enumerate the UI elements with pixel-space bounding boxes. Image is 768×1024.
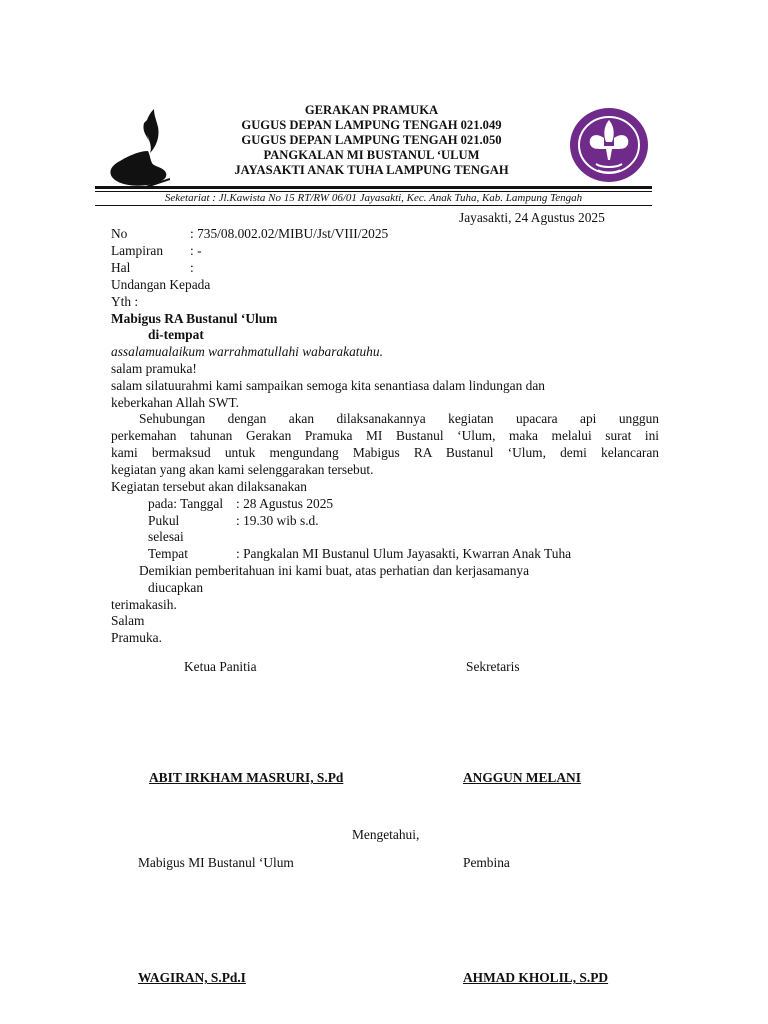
para1-line1: salam silatuurahmi kami sampaikan semoga kita senantiasa dalam lindungan dan: [111, 378, 545, 393]
no-label: No: [111, 226, 128, 241]
para2-line1: Sehubungan dengan akan dilaksanakannya kegiatan upacara api unggun: [139, 411, 659, 426]
yth: Yth :: [111, 294, 139, 309]
kegiatan-intro: Kegiatan tersebut akan dilaksanakan: [111, 479, 307, 494]
letterhead-address: Seketariat : Jl.Kawista No 15 RT/RW 06/01 Jayasakti, Kec. Anak Tuha, Kab. Lampung Tengah: [164, 192, 583, 204]
hal-label: Hal: [111, 260, 131, 275]
recipient: Mabigus RA Bustanul ‘Ulum: [111, 311, 278, 326]
closing-line2: diucapkan: [148, 580, 204, 595]
sekretaris-name: ANGGUN MELANI: [463, 770, 581, 785]
address-rule: [95, 205, 652, 206]
tempat-label: Tempat: [148, 546, 188, 561]
selesai: selesai: [148, 529, 184, 544]
letterhead-line-2: GUGUS DEPAN LAMPUNG TENGAH 021.049: [241, 118, 502, 132]
para2-line3: kami bermaksud untuk mengundang Mabigus RA Bustanul ‘Ulum, demi kelancaran: [111, 445, 659, 460]
pukul-label: Pukul: [148, 513, 180, 528]
wosm-fleur-de-lis-emblem: [568, 106, 650, 184]
closing-line1: Demikian pemberitahuan ini kami buat, atas perhatian dan kerjasamanya: [139, 563, 530, 578]
letter-date: Jayasakti, 24 Agustus 2025: [459, 210, 605, 225]
closing-line3: terimakasih.: [111, 597, 177, 612]
closing-line5: Pramuka.: [111, 630, 162, 645]
ketua-title: Ketua Panitia: [184, 659, 257, 674]
mabigus-title: Mabigus MI Bustanul ‘Ulum: [138, 855, 294, 870]
lampiran-label: Lampiran: [111, 243, 164, 258]
mabigus-name: WAGIRAN, S.Pd.I: [138, 970, 246, 985]
mengetahui: Mengetahui,: [352, 827, 420, 842]
letterhead-rule-thick: [95, 186, 652, 189]
di-tempat: di-tempat: [148, 327, 204, 342]
pembina-name: AHMAD KHOLIL, S.PD: [463, 970, 609, 985]
tunas-kelapa-icon: [106, 107, 170, 187]
no-value: : 735/08.002.02/MIBU/Jst/VIII/2025: [190, 226, 389, 241]
lampiran-value: : -: [190, 243, 202, 258]
greeting: assalamualaikum warrahmatullahi wabarakatuhu.: [111, 344, 383, 359]
para2-line2: perkemahan tahunan Gerakan Pramuka MI Bustanul ‘Ulum, maka melalui surat ini: [111, 428, 659, 443]
pukul-value: : 19.30 wib s.d.: [236, 513, 319, 528]
para1-line2: keberkahan Allah SWT.: [111, 395, 240, 410]
closing-line4: Salam: [111, 613, 145, 628]
para2-line4: kegiatan yang akan kami selenggarakan tersebut.: [111, 462, 374, 477]
letterhead-line-1: GERAKAN PRAMUKA: [304, 103, 439, 117]
tempat-value: : Pangkalan MI Bustanul Ulum Jayasakti, Kwarran Anak Tuha: [236, 546, 572, 561]
letterhead-line-4: PANGKALAN MI BUSTANUL ‘ULUM: [263, 148, 480, 162]
ketua-name: ABIT IRKHAM MASRURI, S.Pd: [149, 770, 344, 785]
letterhead-line-5: JAYASAKTI ANAK TUHA LAMPUNG TENGAH: [234, 163, 509, 177]
tanggal-label: pada: Tanggal: [148, 496, 224, 511]
letterhead-line-3: GUGUS DEPAN LAMPUNG TENGAH 021.050: [241, 133, 502, 147]
hal-value: :: [190, 260, 194, 275]
salam-pramuka: salam pramuka!: [111, 361, 197, 376]
sekretaris-title: Sekretaris: [466, 659, 520, 674]
tanggal-value: : 28 Agustus 2025: [236, 496, 334, 511]
hal-subject: Undangan Kepada: [111, 277, 211, 292]
pembina-title: Pembina: [463, 855, 510, 870]
